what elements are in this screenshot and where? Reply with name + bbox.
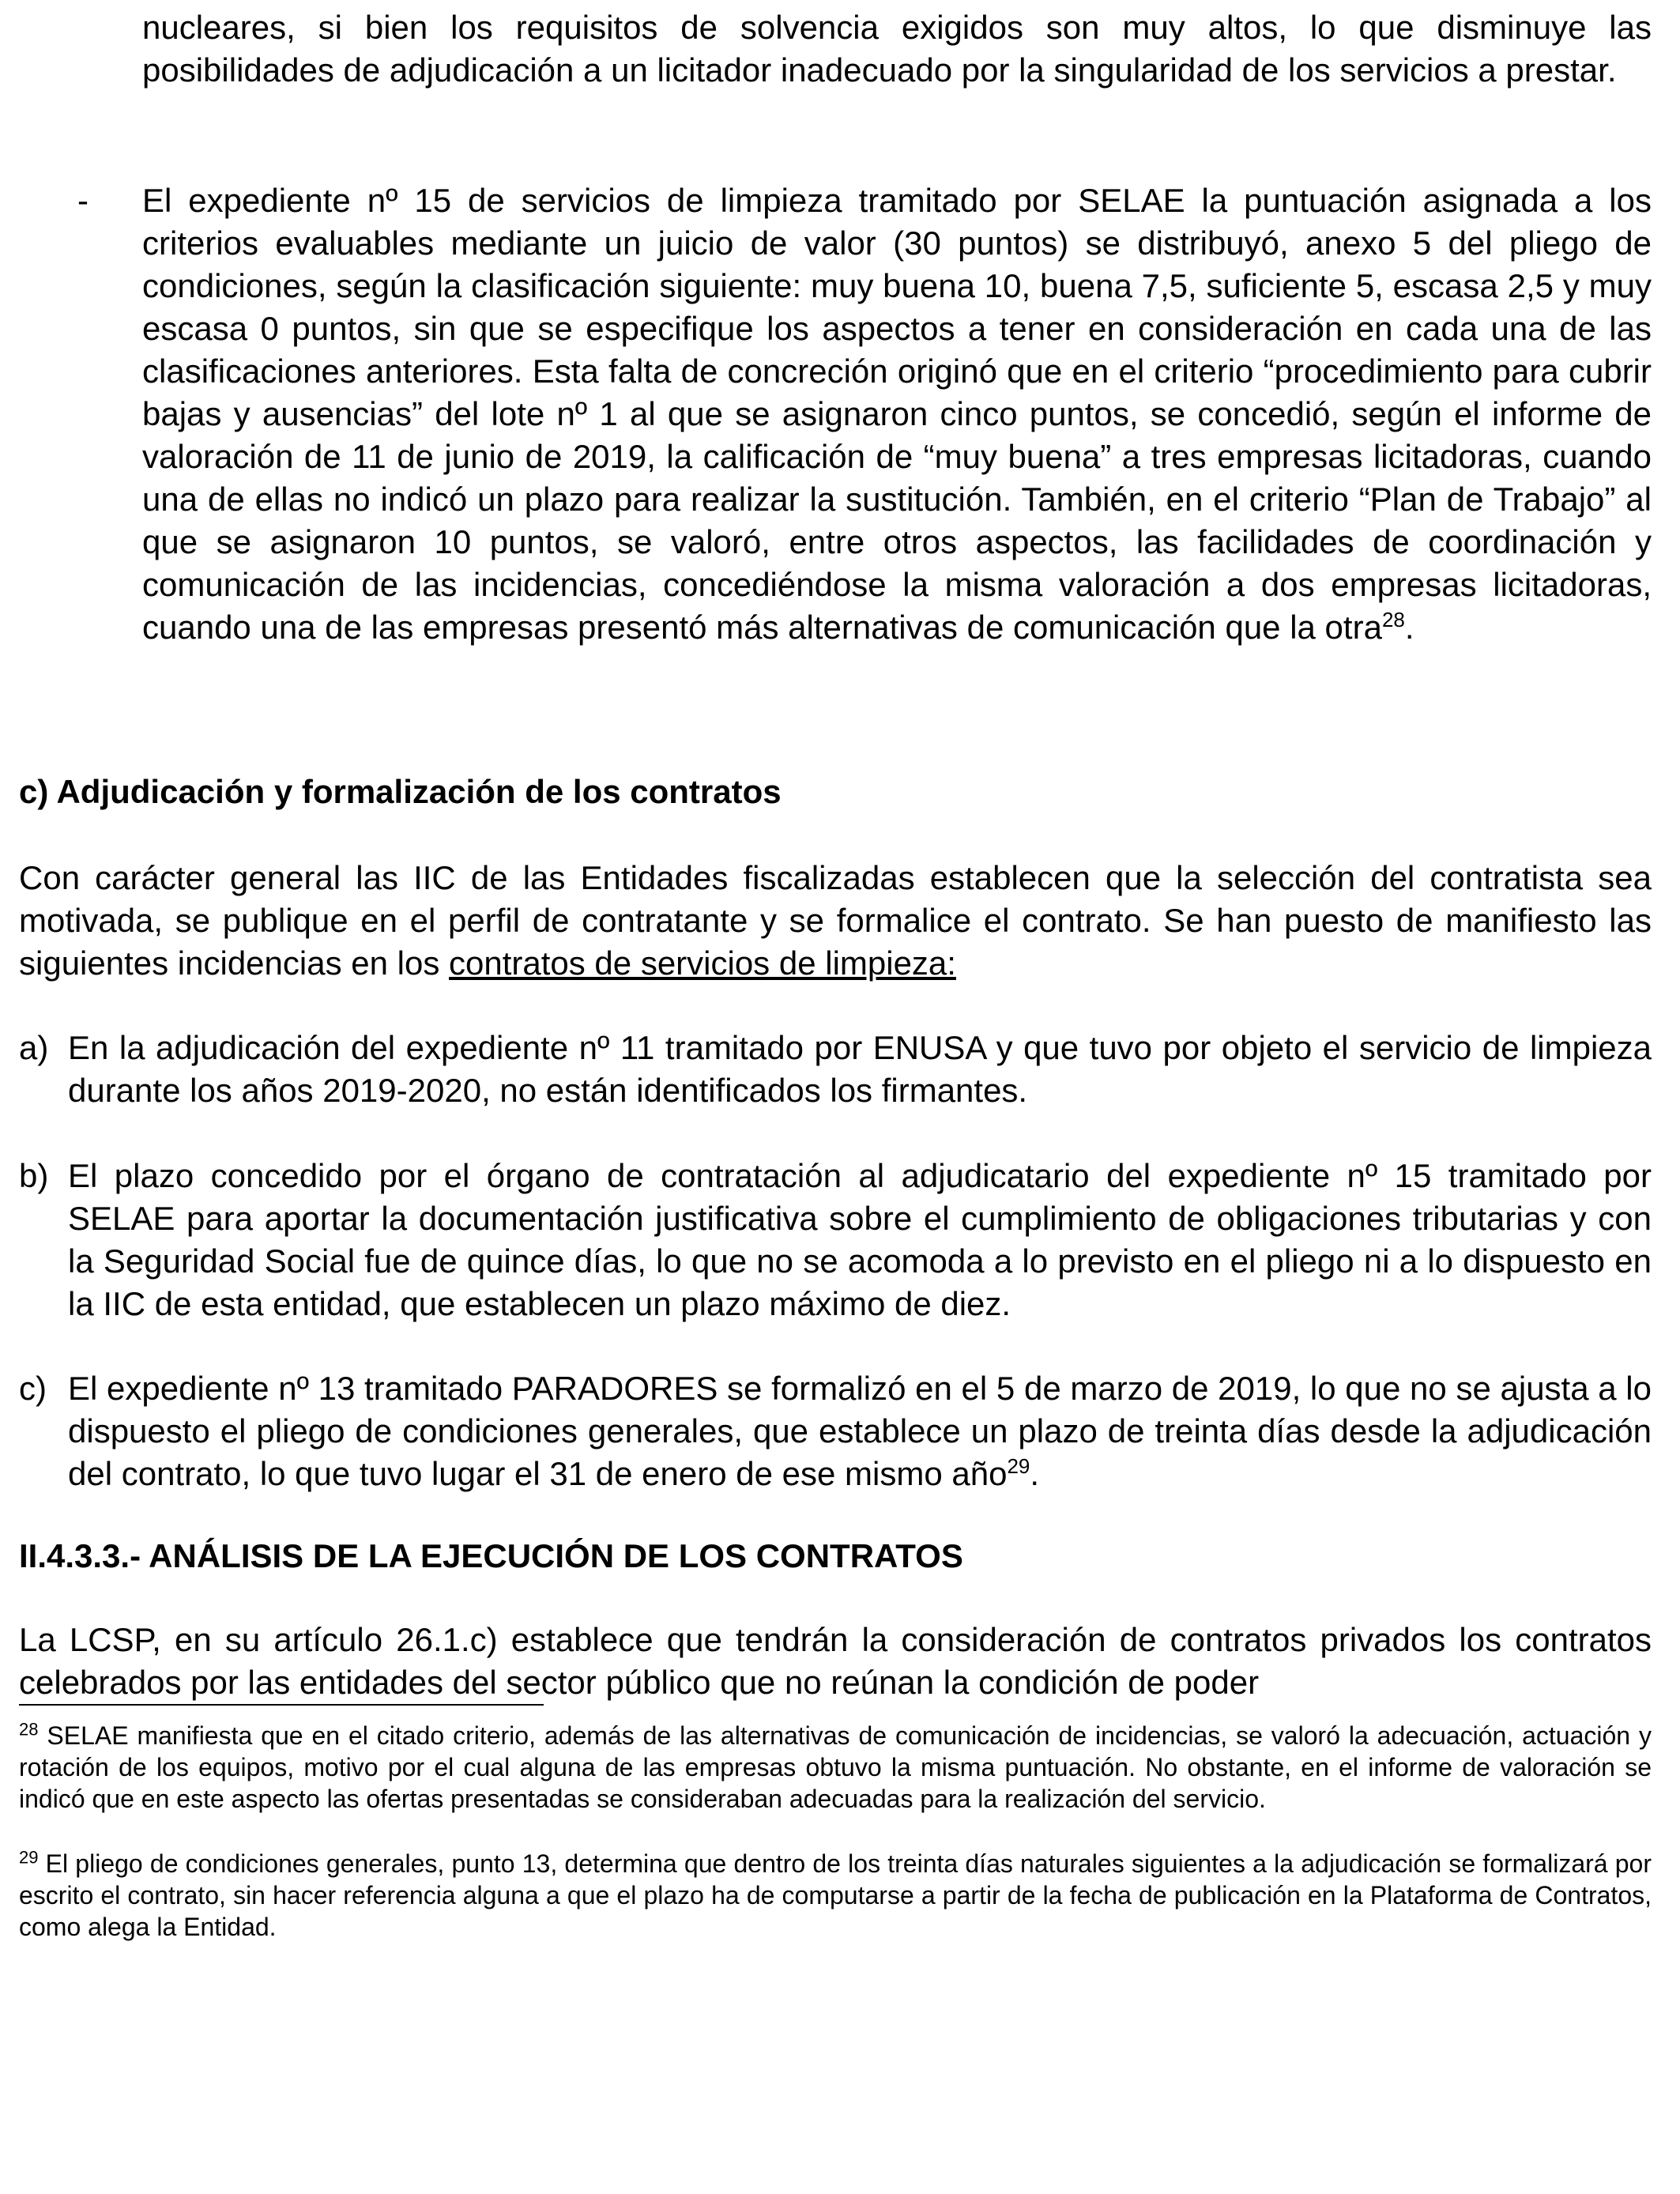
footnote-29 [19,1848,1652,1943]
paragraph-lcsp: La LCSP, en su artículo 26.1.c) establece que tendrán la consideración de contratos privados los contratos celebrados por las entidades del sector público que no reúnan la condición de poder [19,1621,1652,1701]
footnote-ref-29[interactable]: 29 [1007,1454,1030,1478]
list-item-end: . [1030,1455,1040,1492]
dash-item-end: . [1404,609,1414,646]
footnote-number: 28 [19,1719,39,1740]
section-heading-c: c) Adjudicación y formalización de los contratos [19,773,782,810]
list-item-label: c) [19,1370,47,1407]
footnote-ref-28[interactable]: 28 [1381,608,1405,631]
list-item-text [68,1367,1652,1495]
underlined-phrase: contratos de servicios de limpieza: [449,944,956,982]
dash-item-body: El expediente nº 15 de servicios de limpieza tramitado por SELAE la puntuación asignada a los criterios evaluables mediante un juicio de valor (30 puntos) se distribuyó, anexo 5 del pliego de condiciones, según la clasificación siguiente: muy buena 10, buena 7,5, suficiente 5, escasa 2,5 y muy escasa 0 puntos, sin que se especifique los aspectos a tener en consideración en cada una de las clasificaciones anteriores. Esta falta de concreción originó que en el criterio “procedimiento para cubrir bajas y ausencias” del lote nº 1 al que se asignaron cinco puntos, se concedió, según el informe de valoración de 11 de junio de 2019, la calificación de “muy buena” a tres empresas licitadoras, cuando una de ellas no indicó un plazo para realizar la sustitución. También, en el criterio “Plan de Trabajo” al que se asignaron 10 puntos, se valoró, entre otros aspectos, las facilidades de coordinación y comunicación de las incidencias, concediéndose la misma valoración a dos empresas licitadoras, cuando una de las empresas presentó más alternativas de comunicación que la otra [142,182,1652,646]
list-item-text: En la adjudicación del expediente nº 11 tramitado por ENUSA y que tuvo por objeto el servicio de limpieza durante los años 2019-2020, no están identificados los firmantes. [68,1029,1652,1109]
footnote-28 [19,1720,1652,1815]
dash-marker: - [77,182,89,219]
list-item-label: a) [19,1029,49,1066]
dash-item-text [142,179,1652,649]
footnote-separator [19,1704,544,1706]
paragraph-continuation: nucleares, si bien los requisitos de solvencia exigidos son muy altos, lo que disminuye las posibilidades de adjudicación a un licitador inadecuado por la singularidad de los servicios a prestar. [142,9,1652,89]
list-item-text: El plazo concedido por el órgano de contratación al adjudicatario del expediente nº 15 tramitado por SELAE para aportar la documentación justificativa sobre el cumplimiento de obligaciones tributarias y con la Seguridad Social fue de quince días, lo que no se acomoda a lo previsto en el pliego ni a lo dispuesto en la IIC de esta entidad, que establecen un plazo máximo de diez. [68,1157,1652,1322]
paragraph-general-text: Con carácter general las IIC de las Entidades fiscalizadas establecen que la selección del contratista sea motivada, se publique en el perfil de contratante y se formalice el contrato. Se han puesto de manifiesto las siguientes incidencias en los [19,859,1652,982]
list-item-label: b) [19,1157,49,1194]
section-heading-ii-4-3-3: II.4.3.3.- ANÁLISIS DE LA EJECUCIÓN DE LOS CONTRATOS [19,1537,963,1574]
footnote-number: 29 [19,1847,39,1868]
paragraph-general [19,857,1652,985]
footnote-text: El pliego de condiciones generales, punto 13, determina que dentro de los treinta días naturales siguientes a la adjudicación se formalizará por escrito el contrato, sin hacer referencia alguna a que el plazo ha de computarse a partir de la fecha de publicación en la Plataforma de Contratos, como alega la Entidad. [19,1849,1652,1941]
footnote-text: SELAE manifiesta que en el citado criterio, además de las alternativas de comunicación de incidencias, se valoró la adecuación, actuación y rotación de los equipos, motivo por el cual alguna de las empresas obtuvo la misma puntuación. No obstante, en el informe de valoración se indicó que en este aspecto las ofertas presentadas se consideraban adecuadas para la realización del servicio. [19,1721,1652,1813]
list-item-body: El expediente nº 13 tramitado PARADORES se formalizó en el 5 de marzo de 2019, lo que no se ajusta a lo dispuesto el pliego de condiciones generales, que establece un plazo de treinta días desde la adjudicación del contrato, lo que tuvo lugar el 31 de enero de ese mismo año [68,1370,1652,1492]
